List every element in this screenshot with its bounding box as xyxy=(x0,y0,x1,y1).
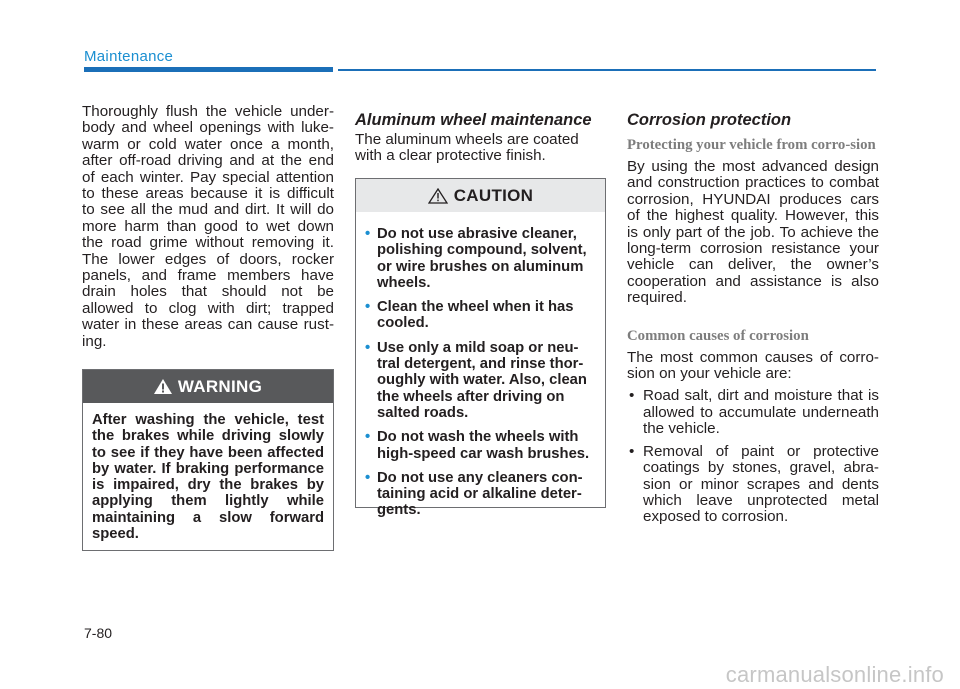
column-2 xyxy=(355,110,607,165)
page-number: 7-80 xyxy=(84,625,113,641)
caution-item: • Clean the wheel when it has cooled. xyxy=(365,299,574,332)
warning-triangle-icon xyxy=(154,379,172,394)
warning-text: After washing the vehicle, test the brakes while driving slowly to see if they have been affected by water. If braking performance is impaired, dry the brakes by applying them lightly while maintaining a slow forward speed. xyxy=(92,412,324,543)
cause-item: • Road salt, dirt and moisture that is allowed to accumulate underneath the vehicle. xyxy=(629,387,879,438)
causes-paragraph: The most common causes of corro-sion on your vehicle are: xyxy=(627,348,879,383)
caution-box xyxy=(355,178,606,519)
column-1 xyxy=(82,104,334,350)
header-rule-thick xyxy=(84,67,333,72)
caution-header xyxy=(356,179,605,212)
cause-item: • Removal of paint or protective coatings by stones, gravel, abra-sion or minor scrapes and dents which leave unprotected metal exposed to corrosion. xyxy=(629,442,879,526)
protecting-paragraph: By using the most advanced design and construction practices to combat corrosion, HYUNDAI produces cars of the highest quality. However, this is only part of the job. To achieve the long-term corrosion resistance your vehicle can deliver, the owner’s cooperation and assistance is also required. xyxy=(627,158,879,307)
watermark: carmanualsonline.info xyxy=(725,662,944,687)
caution-list xyxy=(356,212,605,519)
warning-box xyxy=(82,369,334,551)
corrosion-heading: Corrosion protection xyxy=(627,111,792,129)
protecting-subheading: Protecting your vehicle from corro-sion xyxy=(627,137,876,153)
warning-title: WARNING xyxy=(177,376,263,396)
column-3 xyxy=(627,110,879,532)
header-rule-thin xyxy=(338,69,876,71)
warning-header xyxy=(83,370,333,403)
causes-list xyxy=(627,388,879,525)
caution-item: • Do not use any cleaners con-taining acid or alkaline deter-gents. xyxy=(365,469,583,519)
aluminum-heading: Aluminum wheel maintenance xyxy=(355,111,592,129)
causes-subheading: Common causes of corrosion xyxy=(627,327,809,344)
section-title: Maintenance xyxy=(84,48,174,65)
caution-item: • Do not wash the wheels with high-speed car wash brushes. xyxy=(365,429,590,462)
caution-title: CAUTION xyxy=(453,185,534,205)
flush-paragraph: Thoroughly flush the vehicle under-body and wheel openings with luke-warm or cold water once a month, after off-road driving and at the end of each winter. Pay special attention to these areas because it is difficult to see all the mud and dirt. It will do more harm than good to wet down the road grime without removing it. The lower edges of doors, rocker panels, and frame members have drain holes that should not be allowed to clog with dirt; trapped water in these areas can cause rust-ing. xyxy=(82,103,334,350)
caution-item: • Use only a mild soap or neu-tral detergent, and rinse thor-oughly with water. Also, clean the wheels after driving on salted roads. xyxy=(365,339,587,421)
caution-triangle-icon xyxy=(428,188,448,204)
aluminum-paragraph: The aluminum wheels are coated with a clear protective finish. xyxy=(355,131,579,165)
caution-item: • Do not use abrasive cleaner, polishing compound, solvent, or wire brushes on aluminum wheels. xyxy=(365,226,587,291)
